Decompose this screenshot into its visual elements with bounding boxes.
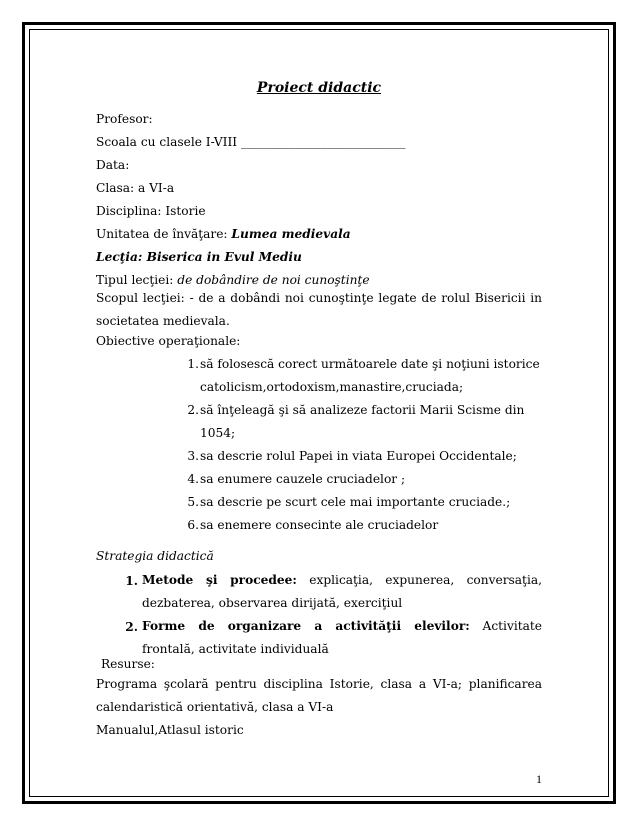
data-line: Data: bbox=[96, 158, 130, 172]
objective-text: sa enumere cauzele cruciadelor ; bbox=[200, 472, 406, 486]
objective-text: sa descrie pe scurt cele mai importante cruciade.; bbox=[200, 495, 511, 509]
resurse-heading: Resurse: bbox=[101, 657, 155, 671]
strategy-number: 2. bbox=[125, 620, 138, 634]
objective-text: catolicism,ortodoxism,manastire,cruciada; bbox=[200, 380, 464, 394]
strategy-text: Activitate frontală, activitate individuală bbox=[142, 619, 542, 656]
list-item bbox=[96, 494, 542, 510]
list-item bbox=[96, 356, 542, 372]
profesor-line: Profesor: bbox=[96, 112, 153, 126]
list-item bbox=[96, 402, 542, 418]
tipul-label: Tipul lecţiei: bbox=[96, 273, 178, 287]
list-item bbox=[96, 448, 542, 464]
programa-paragraph: Programa şcolară pentru disciplina Istorie, clasa a VI-a; planificarea calendaristică orientativă, clasa a VI-a bbox=[96, 677, 542, 714]
unitatea-line bbox=[96, 226, 351, 242]
list-item bbox=[142, 569, 542, 615]
disciplina-line: Disciplina: Istorie bbox=[96, 204, 206, 218]
list-item bbox=[96, 471, 542, 487]
lectia-line: Lecţia: Biserica in Evul Mediu bbox=[96, 250, 302, 264]
objective-text: sa enemere consecinte ale cruciadelor bbox=[200, 518, 439, 532]
list-item-continuation bbox=[96, 379, 542, 395]
objective-number: 5. bbox=[187, 495, 199, 509]
objective-text: 1054; bbox=[200, 426, 236, 440]
unitatea-label: Unitatea de învăţare: bbox=[96, 227, 232, 241]
page-number: 1 bbox=[536, 772, 542, 786]
objective-number: 4. bbox=[187, 472, 199, 486]
tipul-value: de dobândire de noi cunoştinţe bbox=[177, 273, 370, 287]
objective-number: 2. bbox=[187, 403, 199, 417]
objective-number: 3. bbox=[187, 449, 199, 463]
list-item bbox=[96, 517, 542, 533]
list-item-continuation bbox=[96, 425, 542, 441]
list-item bbox=[142, 615, 542, 661]
strategy-heading: Strategia didactică bbox=[96, 549, 214, 563]
obiective-heading: Obiective operaţionale: bbox=[96, 334, 241, 348]
strategy-label: Forme de organizare a activităţii elevilor: bbox=[142, 619, 470, 633]
manualul-line: Manualul,Atlasul istoric bbox=[96, 723, 244, 737]
objective-number: 6. bbox=[187, 518, 199, 532]
strategy-label: Metode şi procedee: bbox=[142, 573, 297, 587]
objective-number: 1. bbox=[187, 357, 199, 371]
objective-text: să înţeleagă şi să analizeze factorii Marii Scisme din bbox=[200, 403, 525, 417]
objective-text: sa descrie rolul Papei in viata Europei Occidentale; bbox=[200, 449, 517, 463]
document-page bbox=[96, 0, 542, 826]
document-title: Proiect didactic bbox=[256, 80, 382, 96]
scopul-paragraph: Scopul lecţiei: - de a dobândi noi cunoştinţe legate de rolul Bisericii in societatea medievala. bbox=[96, 291, 542, 328]
strategy-number: 1. bbox=[125, 574, 138, 588]
unitatea-value: Lumea medievala bbox=[231, 227, 351, 241]
tipul-line bbox=[96, 272, 370, 288]
scoala-line: Scoala cu clasele I-VIII ___________________________ bbox=[96, 135, 406, 149]
clasa-line: Clasa: a VI-a bbox=[96, 181, 175, 195]
strategy-text: explicaţia, expunerea, conversaţia, dezbaterea, observarea dirijată, exerciţiul bbox=[142, 573, 542, 610]
objective-text: să folosescă corect următoarele date şi noţiuni istorice bbox=[200, 357, 540, 371]
